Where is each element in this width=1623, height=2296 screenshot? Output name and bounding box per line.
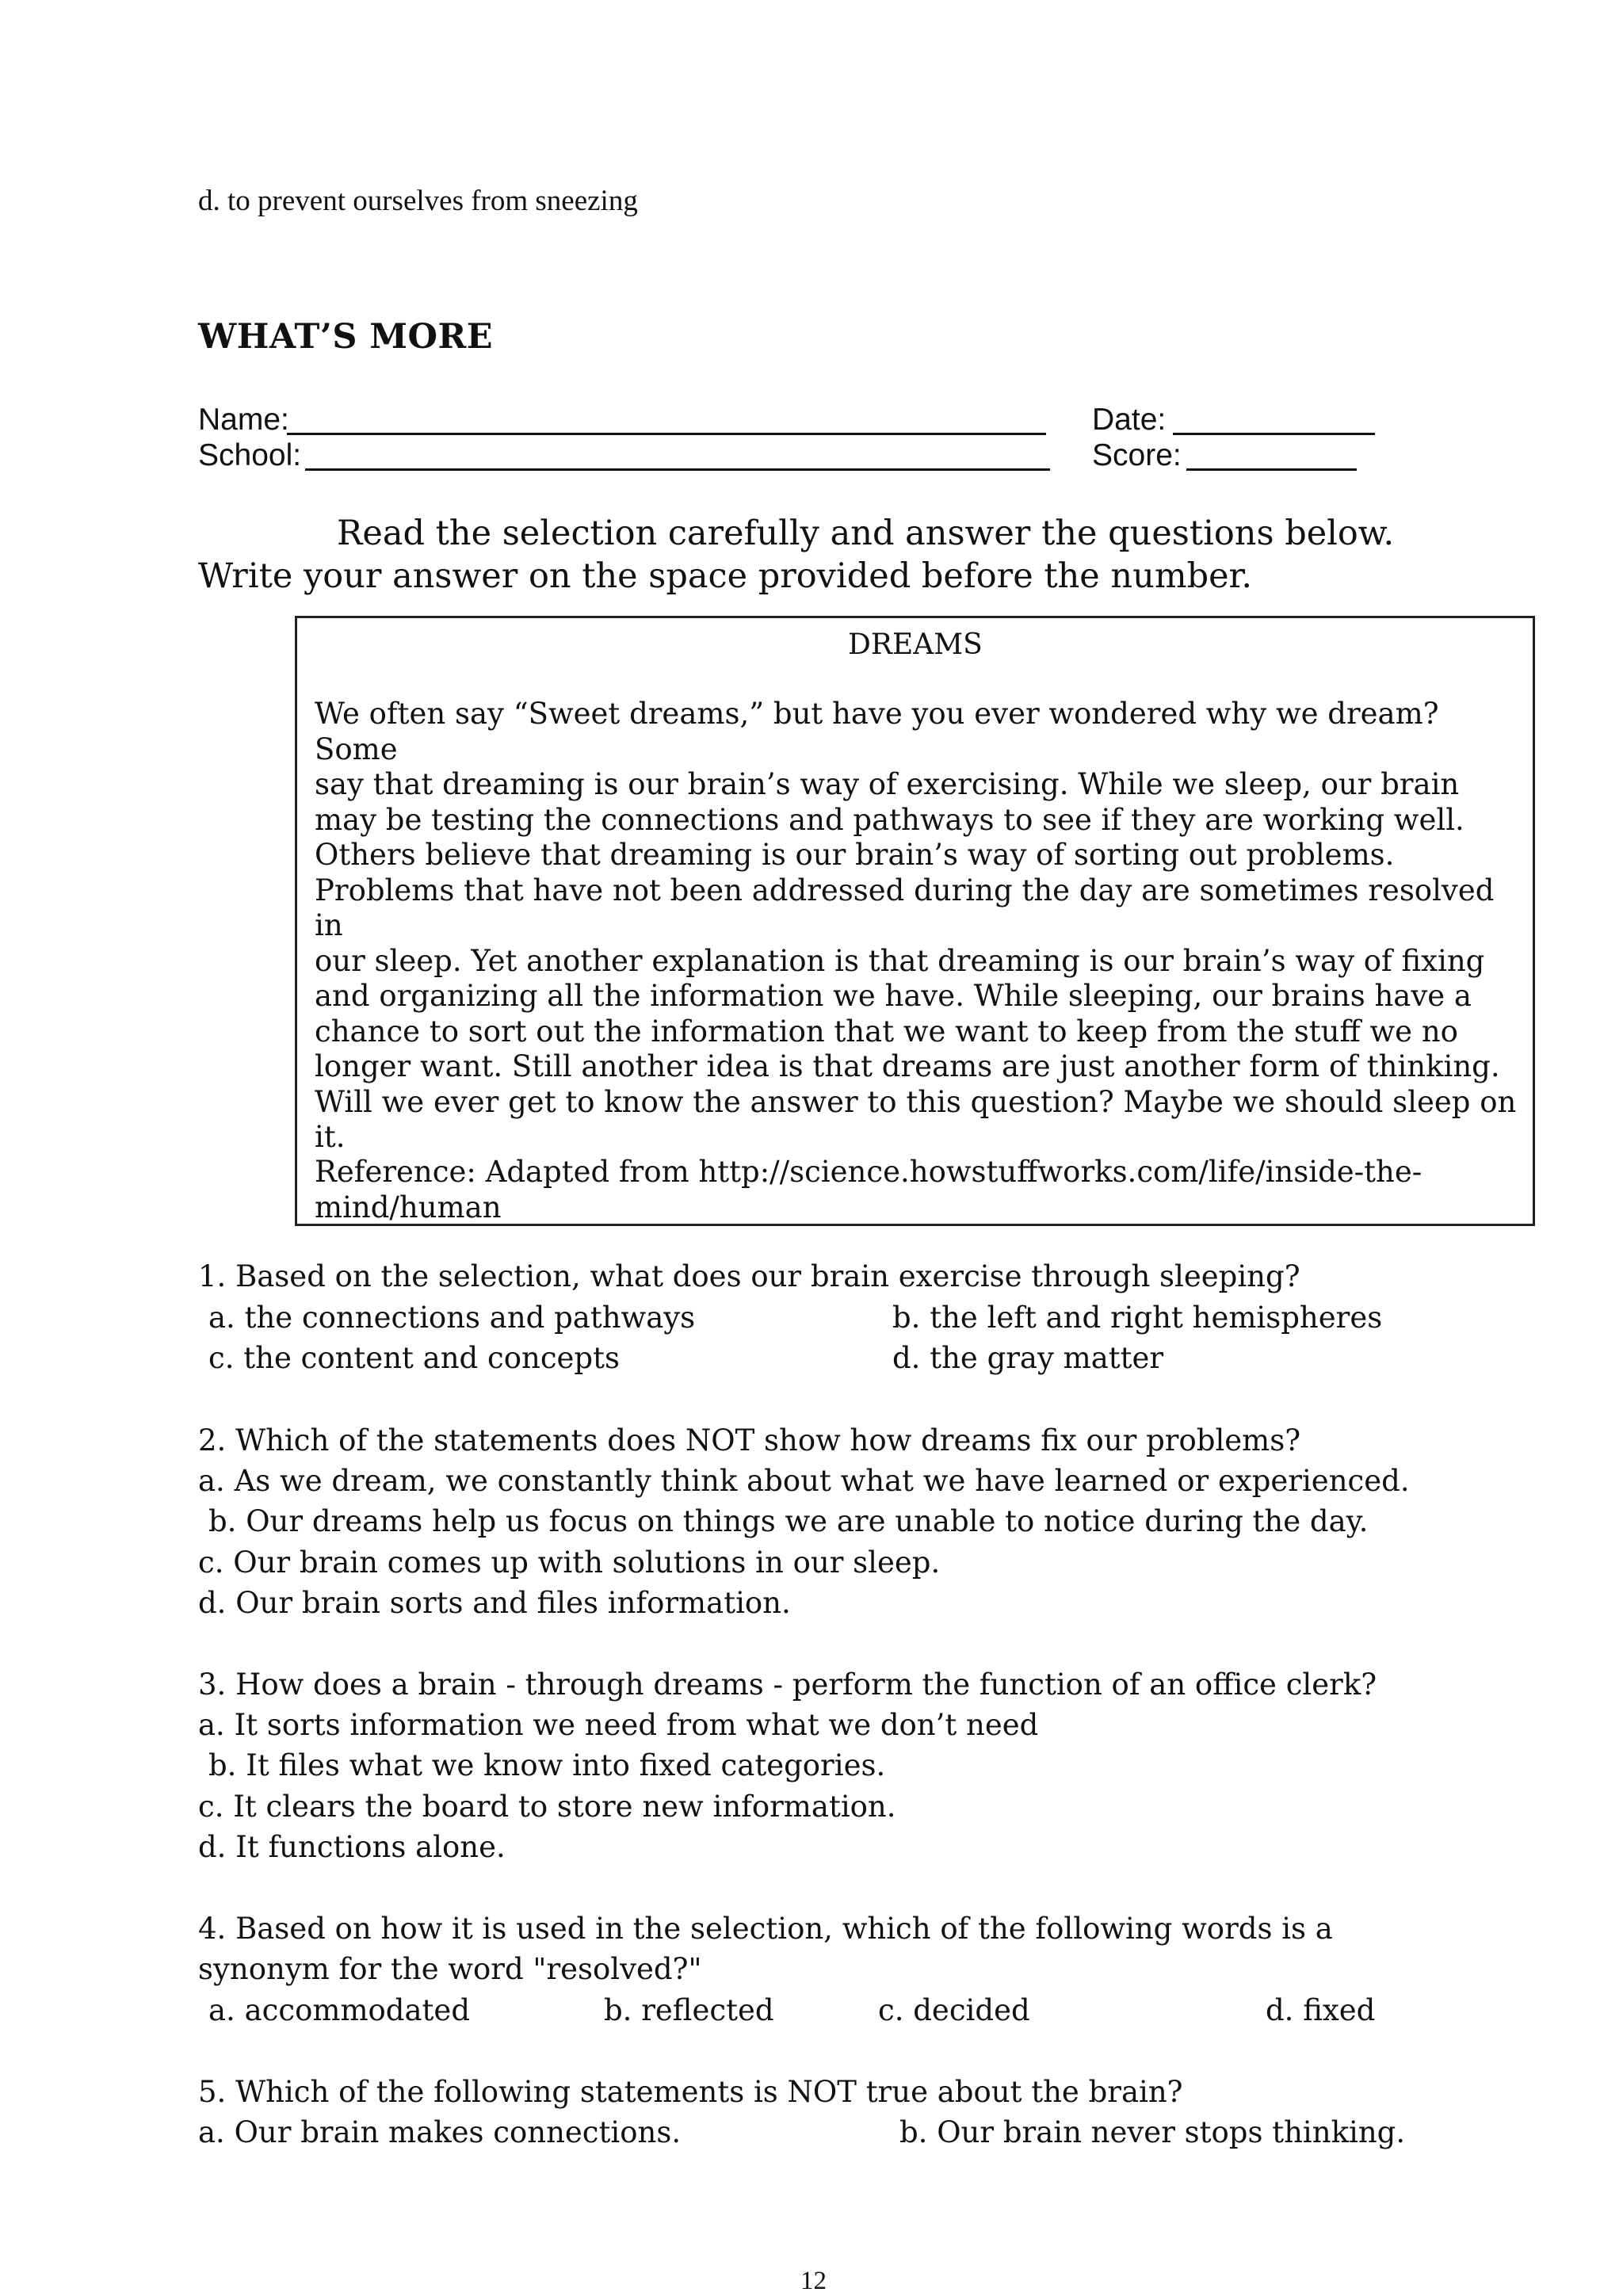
score-label: Score: — [1092, 438, 1182, 472]
school-label: School: — [198, 438, 302, 472]
q4-option-d: d. fixed — [1266, 1993, 1376, 2027]
q3-option-b: b. It files what we know into fixed categories. — [208, 1748, 886, 1782]
q3-option-d: d. It functions alone. — [198, 1830, 506, 1864]
q4-option-c: c. decided — [878, 1993, 1030, 2027]
reference-line-1: Reference: Adapted from http://science.howstuffworks.com/life/inside-the- — [315, 1155, 1423, 1189]
q1-option-b: b. the left and right hemispheres — [892, 1301, 1383, 1335]
name-field[interactable] — [287, 433, 1046, 435]
q4-option-b: b. reflected — [604, 1993, 774, 2027]
passage-reference — [315, 1155, 1519, 1225]
section-heading: WHAT’S MORE — [198, 317, 493, 357]
q1-option-d: d. the gray matter — [892, 1341, 1164, 1375]
date-field[interactable] — [1173, 433, 1375, 435]
q5-option-b: b. Our brain never stops thinking. — [899, 2115, 1406, 2149]
question-3-text: 3. How does a brain - through dreams - perform the function of an office clerk? — [198, 1668, 1377, 1702]
instructions-line-1: Read the selection carefully and answer the questions below. — [337, 514, 1395, 553]
question-2-text: 2. Which of the statements does NOT show how dreams fix our problems? — [198, 1423, 1301, 1457]
q1-option-a: a. the connections and pathways — [208, 1301, 696, 1335]
page-number: 12 — [800, 2267, 827, 2295]
school-field[interactable] — [305, 468, 1050, 471]
passage-title: DREAMS — [848, 628, 983, 661]
date-label: Date: — [1092, 403, 1167, 437]
q2-option-d: d. Our brain sorts and files information. — [198, 1586, 791, 1620]
question-5-text: 5. Which of the following statements is NOT true about the brain? — [198, 2075, 1183, 2109]
name-label: Name: — [198, 403, 289, 437]
question-1-text: 1. Based on the selection, what does our brain exercise through sleeping? — [198, 1259, 1300, 1293]
instructions-line-2: Write your answer on the space provided before the number. — [198, 556, 1253, 596]
question-4-text-line-2: synonym for the word "resolved?" — [198, 1952, 702, 1986]
q1-option-c: c. the content and concepts — [208, 1341, 620, 1375]
q3-option-c: c. It clears the board to store new information. — [198, 1790, 896, 1824]
q5-option-a: a. Our brain makes connections. — [198, 2115, 682, 2149]
passage-body: We often say “Sweet dreams,” but have you ever wondered why we dream? Some say that dreaming is our brain’s way of exercising. While we sleep, our brain may be testing the connections and pathways to see if they are working well. Others believe that dreaming is our brain’s way of sorting out problems. Problems that have not been addressed during the day are sometimes resolved in our sleep. Yet another explanation is that dreaming is our brain’s way of fixing and organizing all the information we have. While sleeping, our brains have a chance to sort out the information that we want to keep from the stuff we no longer want. Still another idea is that dreams are just another form of thinking. Will we ever get to know the answer to this question? Maybe we should sleep on it. — [315, 697, 1517, 1154]
q2-option-a: a. As we dream, we constantly think about what we have learned or experienced. — [198, 1464, 1410, 1498]
score-field[interactable] — [1186, 468, 1357, 471]
q2-option-b: b. Our dreams help us focus on things we are unable to notice during the day. — [208, 1504, 1369, 1538]
question-4-text-line-1: 4. Based on how it is used in the selection, which of the following words is a — [198, 1912, 1333, 1946]
reference-line-2: mind/human — [315, 1190, 502, 1224]
q4-option-a: a. accommodated — [208, 1993, 471, 2027]
previous-option-d: d. to prevent ourselves from sneezing — [198, 185, 638, 217]
q3-option-a: a. It sorts information we need from what we don’t need — [198, 1708, 1039, 1742]
q2-option-c: c. Our brain comes up with solutions in our sleep. — [198, 1545, 941, 1580]
